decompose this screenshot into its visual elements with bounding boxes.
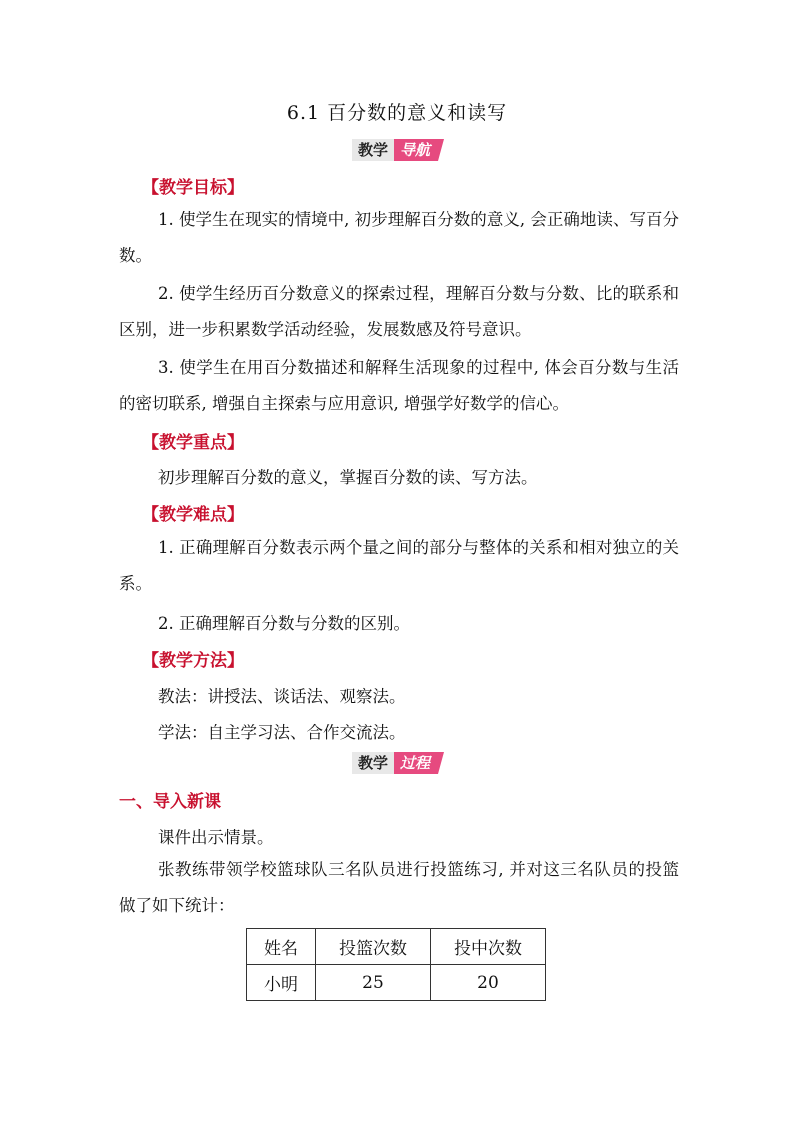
objectives-heading: 【教学目标】 <box>142 178 244 198</box>
page-title: 6.1 百分数的意义和读写 <box>286 102 508 124</box>
objective-2: 2. 使学生经历百分数意义的探索过程，理解百分数与分数、比的联系和区别，进一步积累数学活动经验，发展数感及符号意识。 <box>119 284 679 339</box>
learning-methods: 学法：自主学习法、合作交流法。 <box>158 723 406 742</box>
badge-right-text: 导航 <box>394 139 438 161</box>
cell-attempts: 25 <box>316 965 431 1001</box>
teaching-process-badge <box>352 752 438 774</box>
objective-1: 1. 使学生在现实的情境中, 初步理解百分数的意义, 会正确地读、写百分数。 <box>119 210 679 265</box>
cell-name: 小明 <box>247 965 316 1001</box>
difficulty-2: 2. 正确理解百分数与分数的区别。 <box>158 614 410 633</box>
key-points-text: 初步理解百分数的意义，掌握百分数的读、写方法。 <box>158 468 538 487</box>
methods-heading: 【教学方法】 <box>142 651 244 671</box>
intro-line-1: 课件出示情景。 <box>158 828 274 847</box>
intro-paragraph: 张教练带领学校篮球队三名队员进行投篮练习, 并对这三名队员的投篮做了如下统计： <box>119 860 679 915</box>
badge-left-text: 教学 <box>352 139 394 161</box>
header-attempts: 投篮次数 <box>316 929 431 965</box>
table-header-row <box>247 929 546 965</box>
header-name: 姓名 <box>247 929 316 965</box>
section-title-intro: 一、导入新课 <box>119 792 221 812</box>
teaching-guide-badge <box>352 139 438 161</box>
header-made: 投中次数 <box>431 929 546 965</box>
table-row <box>247 965 546 1001</box>
difficulty-1: 1. 正确理解百分数表示两个量之间的部分与整体的关系和相对独立的关系。 <box>119 538 679 593</box>
cell-made: 20 <box>431 965 546 1001</box>
difficulties-heading: 【教学难点】 <box>142 505 244 525</box>
teaching-methods: 教法：讲授法、谈话法、观察法。 <box>158 687 406 706</box>
badge-right-text: 过程 <box>394 752 438 774</box>
badge-left-text: 教学 <box>352 752 394 774</box>
stats-table <box>246 928 546 1001</box>
key-points-heading: 【教学重点】 <box>142 433 244 453</box>
objective-3: 3. 使学生在用百分数描述和解释生活现象的过程中, 体会百分数与生活的密切联系, 增强自主探索与应用意识, 增强学好数学的信心。 <box>119 358 679 413</box>
